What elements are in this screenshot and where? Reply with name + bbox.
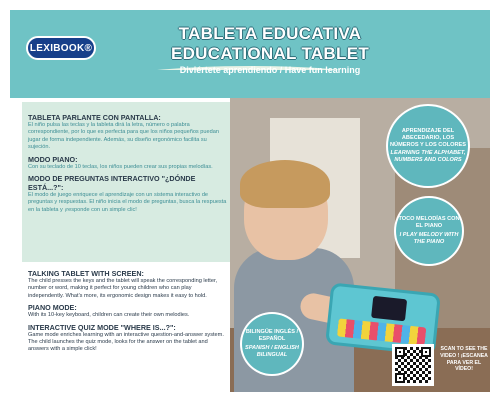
- es-body-quiz: El modo de juego enriquece el aprendizaje con un sistema interactivo de preguntas y respuestas. El niño inicia el modo de preguntas, busca la respuesta en la tableta y ¡responde con un simple clic!: [28, 192, 227, 213]
- alphabet-feature-bubble: [388, 106, 468, 186]
- en-heading-quiz: INTERACTIVE QUIZ MODE "WHERE IS...?":: [28, 322, 176, 332]
- es-heading-talking: TABLETA PARLANTE CON PANTALLA:: [28, 113, 161, 122]
- es-heading-quiz: MODO DE PREGUNTAS INTERACTIVO "¿DÓNDE ESTÁ...?":: [28, 174, 196, 193]
- en-body-quiz: Game mode enriches learning with an interactive question-and-answer system. The child launches the quiz mode, looks for the answer on the tablet and answers with a simple click!: [28, 331, 224, 353]
- header-band: [10, 10, 490, 98]
- bilingual-feature-es: BILINGÜE INGLÉS / ESPAÑOL: [245, 329, 299, 343]
- spanish-text: [28, 110, 228, 214]
- tablet-keys: [337, 318, 426, 345]
- qr-finder-top-left: [395, 347, 405, 357]
- title-spanish: TABLETA EDUCATIVA: [178, 24, 362, 43]
- es-heading-piano: MODO PIANO:: [28, 154, 78, 164]
- es-body-talking: El niño pulsa las teclas y la tableta dirá la letra, número o palabra correspondiente, por lo que es perfecta para que los niños pequeños puedan jugar de forma independiente. Además, su diseño ergonómico facilita su sujeción.: [28, 122, 219, 151]
- lexibook-logo: LEXIBOOK®: [26, 36, 96, 60]
- en-body-piano: With its 10-key keyboard, children can create their own melodies.: [28, 312, 190, 319]
- bilingual-feature-en: SPANISH / ENGLISH BILINGUAL: [245, 345, 299, 358]
- en-heading-talking: TALKING TABLET WITH SCREEN:: [28, 269, 144, 278]
- bilingual-feature-bubble: [242, 314, 302, 374]
- qr-finder-top-right: [421, 347, 431, 357]
- subtitle: Diviértete aprendiendo / Have fun learning: [179, 65, 361, 75]
- package-back: [10, 10, 490, 392]
- title-english: EDUCATIONAL TABLET: [170, 44, 370, 63]
- qr-code[interactable]: [392, 344, 434, 386]
- child-hair: [240, 160, 330, 208]
- es-body-piano: Con su teclado de 10 teclas, los niños pueden crear sus propias melodías.: [28, 163, 213, 170]
- tablet-screen: [371, 296, 407, 321]
- en-heading-piano: PIANO MODE:: [28, 303, 77, 313]
- alphabet-feature-en: LEARNING THE ALPHABET, NUMBERS AND COLORS: [390, 150, 466, 164]
- qr-code-pattern: [395, 347, 431, 383]
- en-body-talking: The child presses the keys and the tablet will speak the corresponding letter, number or word, making it perfect for young children who can play independently. What's more, its ergonomic design makes it easy to hold.: [28, 278, 218, 299]
- piano-feature-es: TOCO MELODÍAS CON EL PIANO: [398, 216, 460, 230]
- qr-finder-bottom-left: [395, 373, 405, 383]
- scan-video-caption: SCAN TO SEE THE VIDEO ! ¡ESCANEA PARA VER EL VÍDEO!: [440, 346, 488, 373]
- piano-feature-en: I PLAY MELODY WITH THE PIANO: [399, 232, 459, 245]
- piano-feature-bubble: [396, 198, 462, 264]
- alphabet-feature-es: APRENDIZAJE DEL ABECEDARIO, LOS NÚMEROS Y LOS COLORES: [390, 128, 466, 148]
- english-text: [28, 266, 228, 354]
